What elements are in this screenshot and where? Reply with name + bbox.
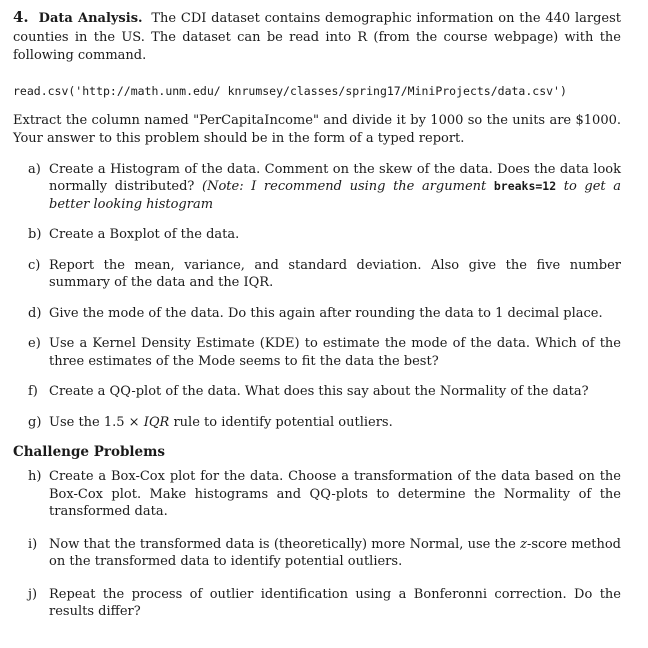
part-label: a) [28, 161, 41, 177]
part-text-italic: z [520, 536, 527, 552]
part-f [13, 383, 621, 401]
challenge-parts-list [13, 468, 621, 621]
part-text-before: Now that the transformed data is (theoretically) more Normal, use the [49, 536, 516, 552]
part-text-after: rule to identify potential outliers. [173, 414, 393, 430]
part-text: Create a QQ-plot of the data. What does this say about the Normality of the data? [49, 384, 589, 399]
part-label: j) [28, 586, 38, 602]
part-label: g) [28, 414, 42, 430]
part-label: f) [28, 384, 38, 399]
note-suffix: to get a better looking histogram [49, 179, 622, 212]
part-a [13, 161, 621, 214]
note-code: breaks=12 [493, 179, 557, 193]
code-line: read.csv('http://math.unm.edu/ knrumsey/classes/spring17/MiniProjects/data.csv') [13, 83, 567, 98]
problem-text: The CDI dataset contains demographic information on the 440 largest counties in the US. The dataset can be read into R (from the course webpage) with the following command. [13, 11, 621, 63]
problem-intro [13, 8, 621, 66]
part-text: Use a Kernel Density Estimate (KDE) to estimate the mode of the data. Which of the three estimates of the Mode seems to fit the data the best? [49, 336, 621, 369]
part-h [13, 468, 621, 521]
note-prefix: (Note: I recommend using the argument [202, 179, 487, 194]
part-j [13, 586, 621, 621]
part-label: e) [28, 336, 41, 351]
part-c [13, 257, 621, 292]
document-page [13, 8, 621, 636]
part-d [13, 305, 621, 323]
part-text: Give the mode of the data. Do this again after rounding the data to 1 decimal place. [49, 305, 603, 321]
part-e [13, 335, 621, 370]
instruction-text: Extract the column named "PerCapitaIncome" and divide it by 1000 so the units are $1000. Your answer to this problem should be in the form of a typed report. [13, 112, 621, 146]
part-i [13, 536, 621, 571]
part-text: Create a Boxplot of the data. [49, 227, 240, 242]
part-text-italic: IQR [143, 414, 170, 430]
part-label: i) [28, 536, 38, 552]
part-text: Report the mean, variance, and standard deviation. Also give the five number summary of the data and the IQR. [49, 257, 621, 290]
part-b [13, 226, 621, 244]
part-text-after: -score method on the transformed data to identify potential outliers. [49, 536, 622, 569]
part-label: d) [28, 305, 42, 321]
problem-title: Data Analysis. [38, 11, 143, 26]
part-g [13, 414, 621, 432]
part-text: Create a Histogram of the data. Comment on the skew of the data. Does the data look normally distributed? [49, 161, 621, 194]
part-label: h) [28, 469, 42, 484]
part-text: Repeat the process of outlier identification using a Bonferonni correction. Do the results differ? [49, 586, 621, 619]
challenge-heading: Challenge Problems [13, 444, 166, 460]
part-text-before: Use the 1.5 × [49, 414, 140, 430]
parts-list [13, 161, 621, 432]
problem-number: 4. [13, 8, 29, 26]
part-label: b) [28, 227, 42, 242]
part-label: c) [28, 257, 41, 273]
part-text: Create a Box-Cox plot for the data. Choose a transformation of the data based on the Box-Cox plot. Make histograms and QQ-plots to determine the Normality of the transformed data. [49, 469, 621, 519]
